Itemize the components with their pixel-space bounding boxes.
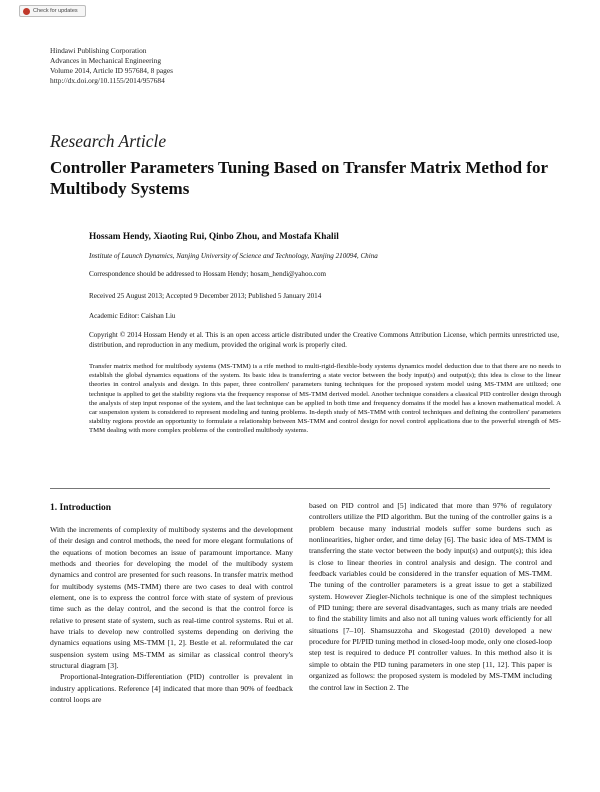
doi-link[interactable]: http://dx.doi.org/10.1155/2014/957684: [50, 76, 165, 85]
paper-title: Controller Parameters Tuning Based on Transfer Matrix Method for Multibody Systems: [50, 158, 548, 198]
copyright-notice: Copyright © 2014 Hossam Hendy et al. This is an open access article distributed under the Creative Commons Attribution License, which permits unrestricted use, distribution, and reproduction in any medium, provided the original work is properly cited.: [89, 331, 559, 350]
section-heading: 1. Introduction: [50, 503, 112, 513]
authors: Hossam Hendy, Xiaoting Rui, Qinbo Zhou, and Mostafa Khalil: [89, 232, 339, 242]
article-type: Research Article: [50, 131, 167, 151]
correspondence: Correspondence should be addressed to Hossam Hendy; hosam_hendi@yahoo.com: [89, 270, 327, 278]
right-column: [309, 500, 552, 693]
journal-info: [50, 46, 173, 86]
check-for-updates-badge[interactable]: [19, 5, 86, 17]
divider: [50, 488, 550, 489]
intro-paragraph-1: With the increments of complexity of multibody systems and the development of their design and control methods, the need for more elegant formulations of the equations of motion becomes an issue of paramount importance. Many methods and theories for developing the model of the multibody system dynamics and control are presented for such reasons. In transfer matrix method for multibody systems (MS-TMM) there are two cases to deal with control element, one is to express the control force with state of system of previous time such as the delay control, and the second is that the control force is relative to present state of system, such as real-time control systems. Rui et al. have trials to develop new controlled systems depending on deriving the dynamics equations using MS-TMM [1, 2]. Bestle et al. reformulated the car suspension system using MS-TMM as similar as classical control theory's structural diagram [3].: [50, 525, 293, 671]
badge-label: Check for updates: [33, 8, 78, 14]
intro-paragraph-3: based on PID control and [5] indicated that more than 97% of regulatory controllers utilize the PID algorithm. But the tuning of the controller gains is a problem because many industrial models suffer some burdens such as nonlinearities, higher order, and time delay [6]. The basic idea of MS-TMM is transferring the state vector between the body input(s) and output(s); this idea is close to linear theories in control analysis and design. The control and feedback variables could be considered in the transfer equation of MS-TMM. The tuning of the controller parameters is a great issue to get a stabilized system. However Ziegler-Nichols technique is one of the simplest techniques of PID tuning; there are several disadvantages, such as many trials are needed to find the stability limits and also not all tuning values work efficiently for all situations [7–10]. Shamsuzzoha and Skogestad (2010) developed a new procedure for PI/PID tuning method in closed-loop mode, only one closed-loop step test is required to deduce PI controller values. In this method also it is simple to obtain the PID tuning parameters in one step [11, 12]. This paper is organized as follows: the proposed system is modeled by MS-TMM including the control law in Section 2. The: [309, 501, 552, 692]
journal-name: Advances in Mechanical Engineering: [50, 56, 162, 65]
intro-paragraph-2: Proportional-Integration-Differentiation (PID) controller is prevalent in industry applications. Reference [4] indicated that more than 90% of feedback control loops are: [50, 672, 293, 705]
affiliation: Institute of Launch Dynamics, Nanjing University of Science and Technology, Nanjing 210094, China: [89, 252, 378, 260]
publication-dates: Received 25 August 2013; Accepted 9 December 2013; Published 5 January 2014: [89, 292, 322, 300]
check-updates-icon: [23, 8, 30, 15]
academic-editor: Academic Editor: Caishan Liu: [89, 312, 176, 320]
abstract: Transfer matrix method for multibody systems (MS-TMM) is a rife method to multi-rigid-flexible-body systems dynamics model deduction due to that there are no needs to establish the global dynamics equations of the system. Its basic idea is transferring a state vector between the body input(s) and output(s); this idea is close to the linear theories in control analysis and design. In this paper, three controllers' parameters tuning techniques for the proposed system model using MS-TMM are utilized; one technique is applied to get the stability regions via the frequency response of MS-TMM derived model. Another technique considers a classical PID controller design through the analysis of step input response of the system, and the last technique can be applied in both time and frequency domains if the model has a known mathematical model. A car suspension system is considered to represent modeling and tuning problems. In-depth study of MS-TMM with control techniques and defining the controllers' parameters stability regions provide an opportunity to formulate a relationship between MS-TMM and control design for novel control applications due to the powerful strength of MS-TMM dealing with more complex problems of the controlled multibody systems.: [89, 363, 561, 435]
publisher: Hindawi Publishing Corporation: [50, 46, 147, 55]
left-column: [50, 500, 293, 706]
volume-info: Volume 2014, Article ID 957684, 8 pages: [50, 66, 174, 75]
